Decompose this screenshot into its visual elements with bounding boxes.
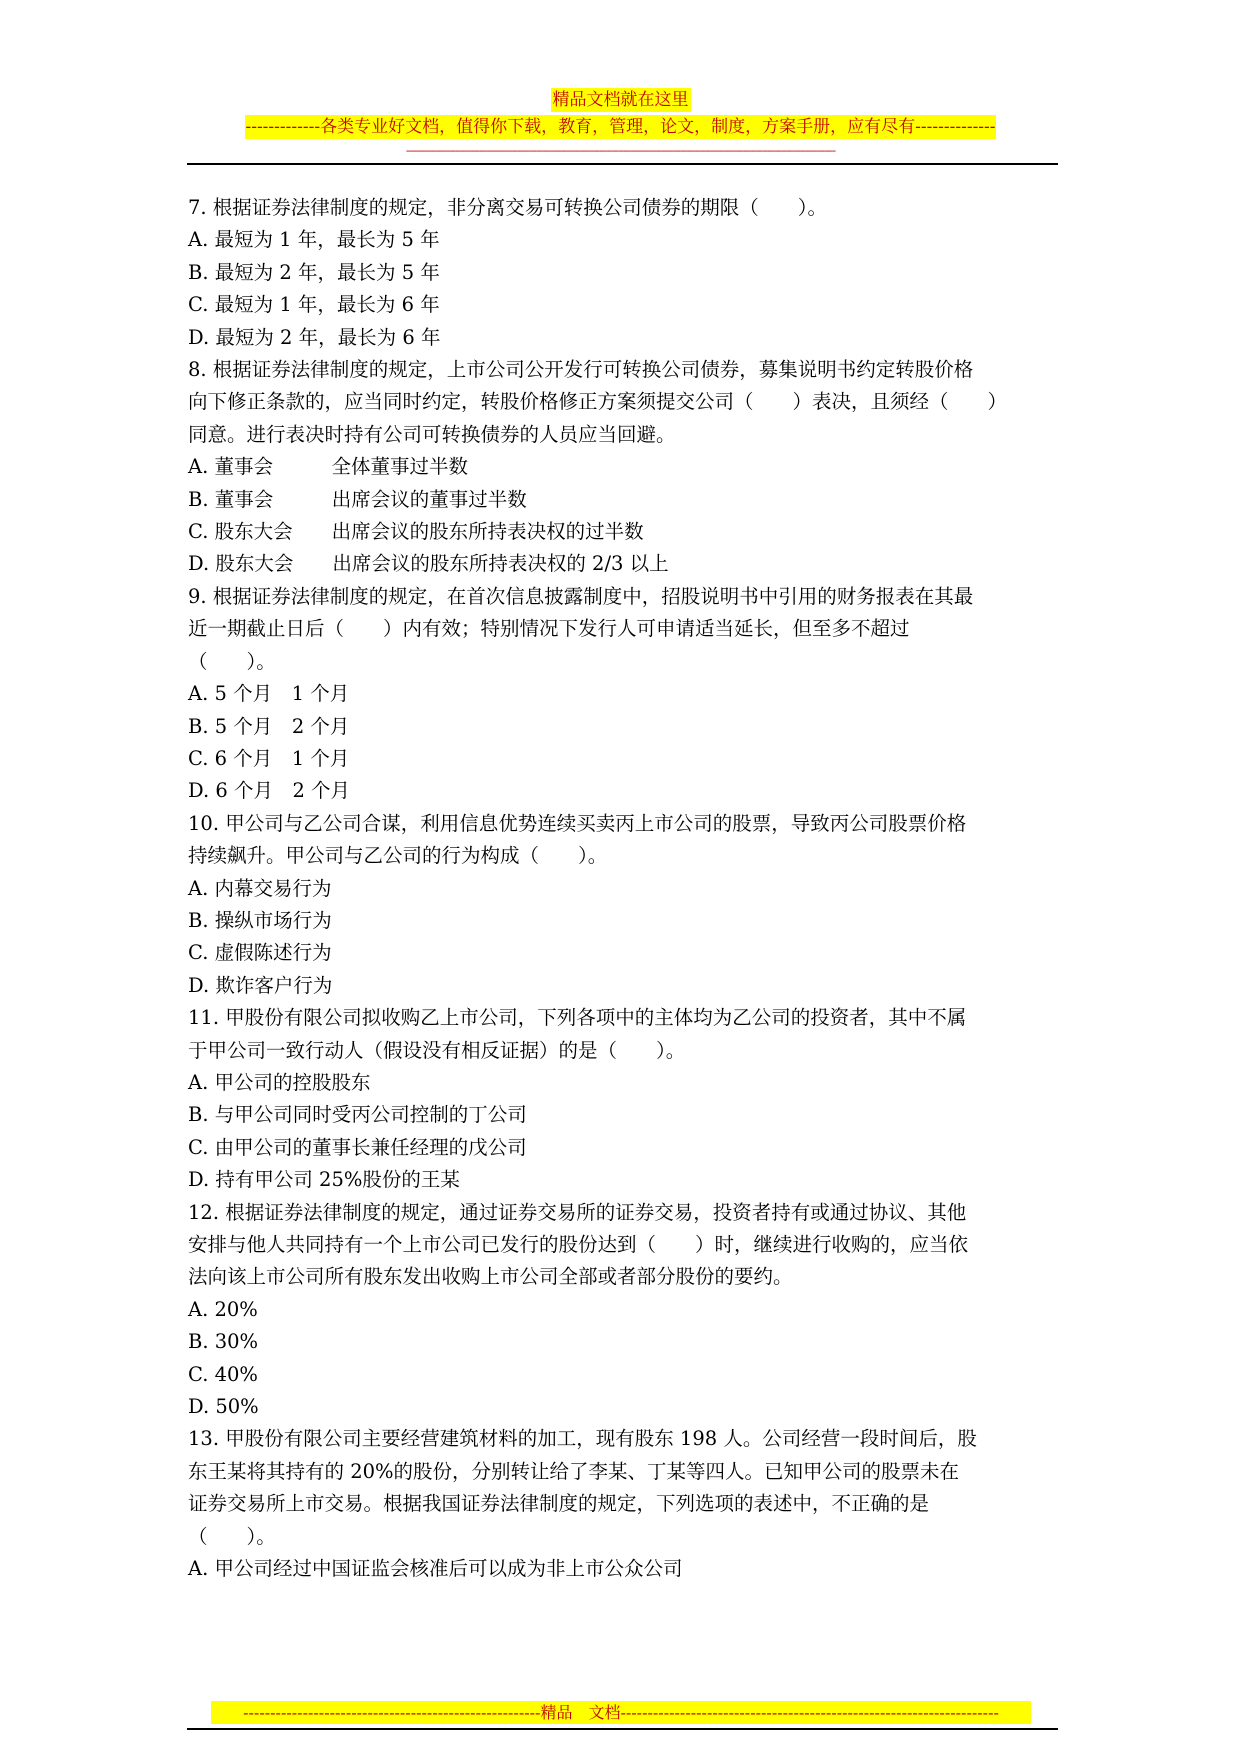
text-line: 持续飙升。甲公司与乙公司的行为构成（ ）。 — [188, 844, 608, 868]
text-line: D. 6 个月 2 个月 — [188, 779, 351, 803]
text-line: C. 最短为 1 年，最长为 6 年 — [188, 293, 440, 317]
text-line: A. 董事会 全体董事过半数 — [188, 455, 468, 479]
text-line: D. 50% — [188, 1395, 259, 1419]
text-line: A. 甲公司的控股股东 — [188, 1070, 371, 1094]
text-line: C. 40% — [188, 1362, 258, 1386]
text-line: 于甲公司一致行动人（假设没有相反证据）的是（ ）。 — [188, 1038, 686, 1062]
text-line: 7. 根据证券法律制度的规定，非分离交易可转换公司债券的期限（ ）。 — [188, 196, 828, 219]
header-dash-line: -------------------------------------------------------------------------------------------------------------------------------------------------------------- — [405, 144, 836, 157]
text-line: 东王某将其持有的 20%的股份，分别转让给了李某、丁某等四人。已知甲公司的股票未在 — [188, 1459, 960, 1483]
text-line: B. 最短为 2 年，最长为 5 年 — [188, 260, 440, 284]
header-rule — [187, 163, 1058, 165]
text-line: D. 股东大会 出席会议的股东所持表决权的 2/3 以上 — [188, 552, 669, 576]
document-body — [188, 192, 1063, 1585]
text-line: 安排与他人共同持有一个上市公司已发行的股份达到（ ）时，继续进行收购的，应当依 — [188, 1233, 969, 1256]
text-line: 近一期截止日后（ ）内有效；特别情况下发行人可申请适当延长，但至多不超过 — [188, 617, 910, 641]
text-line: A. 20% — [188, 1297, 258, 1321]
text-line: A. 最短为 1 年，最长为 5 年 — [188, 228, 440, 252]
text-line: C. 股东大会 出席会议的股东所持表决权的过半数 — [188, 520, 644, 544]
text-line: （ ）。 — [188, 1524, 276, 1548]
text-line: A. 甲公司经过中国证监会核准后可以成为非上市公众公司 — [188, 1557, 683, 1581]
text-line: 11. 甲股份有限公司拟收购乙上市公司，下列各项中的主体均为乙公司的投资者，其中不属 — [188, 1006, 967, 1030]
text-line: 同意。进行表决时持有公司可转换债券的人员应当回避。 — [188, 422, 676, 446]
page-footer — [211, 1701, 1031, 1728]
header-title: 精品文档就在这里 — [552, 90, 689, 110]
text-line: B. 操纵市场行为 — [188, 908, 332, 932]
text-line: A. 内幕交易行为 — [188, 876, 332, 900]
text-line: D. 持有甲公司 25%股份的王某 — [188, 1168, 460, 1192]
page-header — [0, 88, 1241, 158]
text-line: C. 虚假陈述行为 — [188, 941, 332, 965]
text-line: 9. 根据证券法律制度的规定，在首次信息披露制度中，招股说明书中引用的财务报表在其最 — [188, 584, 974, 608]
text-line: C. 由甲公司的董事长兼任经理的戊公司 — [188, 1135, 527, 1159]
text-line: 法向该上市公司所有股东发出收购上市公司全部或者部分股份的要约。 — [188, 1265, 793, 1289]
text-line: B. 5 个月 2 个月 — [188, 714, 350, 738]
text-line: 13. 甲股份有限公司主要经营建筑材料的加工，现有股东 198 人。公司经营一段时间后，股 — [188, 1427, 977, 1451]
text-line: 10. 甲公司与乙公司合谋，利用信息优势连续买卖丙上市公司的股票，导致丙公司股票价格 — [188, 811, 967, 835]
text-line: 证券交易所上市交易。根据我国证券法律制度的规定，下列选项的表述中，不正确的是 — [188, 1492, 930, 1516]
text-line: D. 欺诈客户行为 — [188, 973, 333, 997]
text-line: D. 最短为 2 年，最长为 6 年 — [188, 325, 441, 349]
footer-text: -------------------------------------------------------精品 文档---------------------------------------------------------------------- — [211, 1701, 1031, 1724]
text-line: （ ）。 — [188, 649, 276, 673]
text-line: 12. 根据证券法律制度的规定，通过证券交易所的证券交易，投资者持有或通过协议、其他 — [188, 1200, 967, 1224]
header-subtitle: -------------各类专业好文档，值得你下载，教育，管理，论文，制度，方案手册，应有尽有-------------- — [245, 117, 996, 137]
text-line: B. 30% — [188, 1330, 259, 1354]
text-line: B. 董事会 出席会议的董事过半数 — [188, 487, 527, 511]
text-line: A. 5 个月 1 个月 — [188, 682, 350, 706]
text-line: 8. 根据证券法律制度的规定，上市公司公开发行可转换公司债券，募集说明书约定转股价格 — [188, 358, 974, 382]
text-line: B. 与甲公司同时受丙公司控制的丁公司 — [188, 1103, 527, 1127]
text-line: C. 6 个月 1 个月 — [188, 746, 350, 770]
footer-rule — [187, 1728, 1058, 1730]
text-line: 向下修正条款的，应当同时约定，转股价格修正方案须提交公司（ ）表决，且须经（ ） — [188, 390, 1008, 414]
